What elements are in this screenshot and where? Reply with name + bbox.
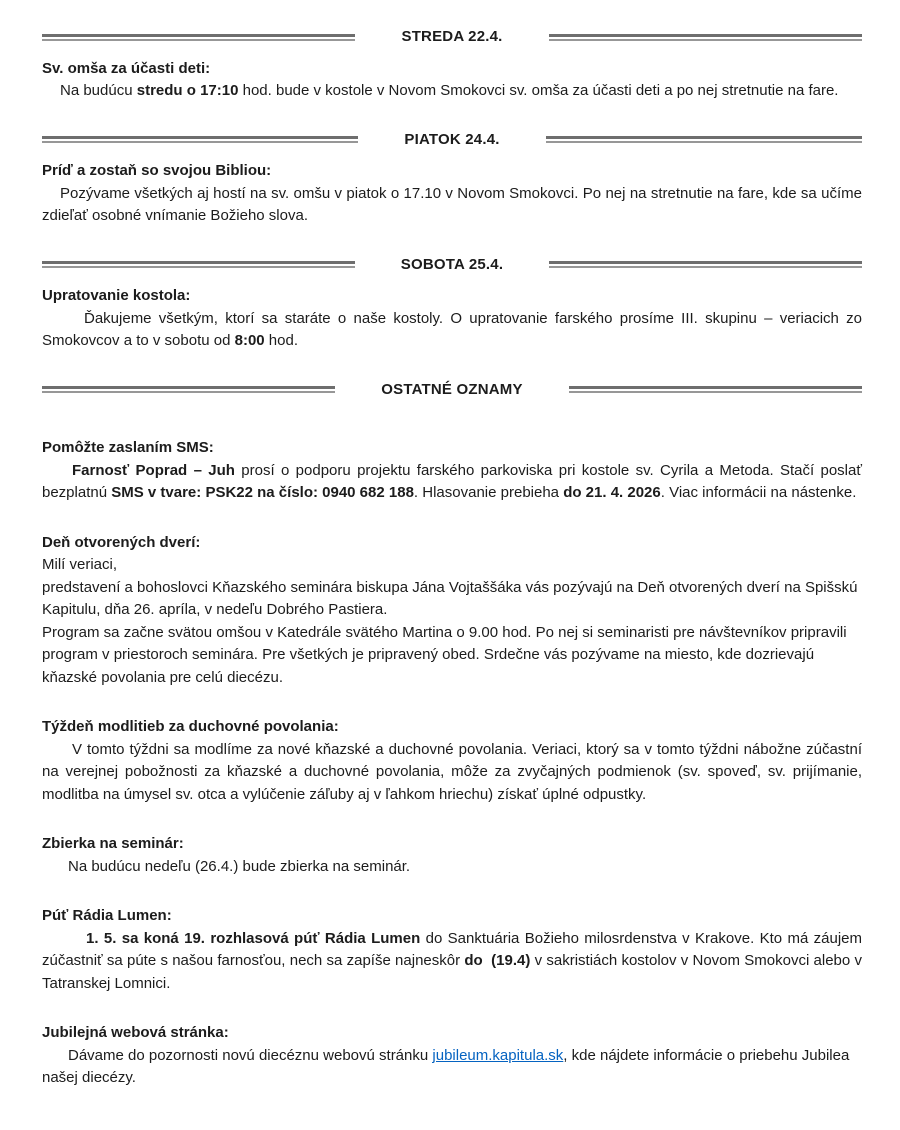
paragraph: [42, 622, 862, 690]
header-rule-right: [569, 386, 862, 393]
text-run: Milí veriaci,: [42, 556, 118, 573]
section: [42, 379, 862, 1090]
block-title: Pomôžte zaslaním SMS:: [42, 439, 214, 456]
paragraph: [42, 928, 862, 996]
paragraph: [42, 554, 862, 577]
block-title: Sv. omša za účasti deti:: [42, 59, 211, 77]
header-rule-left: [42, 34, 355, 41]
header-rule-right: [549, 34, 862, 41]
text-run: prosí o podporu projektu farského parkoviska pri kostole sv. Cyrila a Metoda. Stačí poslať bezplatnú: [42, 461, 862, 501]
paragraph: [42, 1045, 862, 1090]
block-title: Príď a zostaň so svojou Bibliou:: [42, 162, 272, 179]
text-run: SMS v tvare: PSK22 na číslo: 0940 682 188: [111, 484, 414, 501]
announcement-block: [42, 58, 862, 103]
section-header: [42, 379, 862, 402]
text-run: stredu o 17:10: [136, 82, 239, 99]
paragraph: [42, 739, 862, 807]
header-rule-left: [42, 136, 358, 143]
block-title: Týždeň modlitieb za duchovné povolania:: [42, 718, 339, 735]
announcement-block: [42, 532, 862, 690]
text-run: predstavení a bohoslovci Kňazského seminára biskupa Jána Vojtaššáka vás pozývajú na Deň otvorených dverí na Spišskú Kapitulu, dňa 26. apríla, v nedeľu Dobrého Pastiera.: [42, 578, 858, 618]
announcement-block: [42, 716, 862, 806]
text-run: do 21. 4. 2026: [563, 484, 661, 501]
text-run: hod. bude v kostole v Novom Smokovci sv. omša za účasti deti a po nej stretnutie na fare.: [238, 82, 839, 99]
text-run: v sakristiách kostolov v Novom Smokovci alebo v Tatranskej Lomnici.: [42, 952, 862, 992]
announcement-block: [42, 160, 862, 228]
text-run: Na budúcu: [60, 82, 137, 99]
text-run: do Sanktuária Božieho milosrdenstva v Krakove. Kto má záujem zúčastniť sa púte s našou farnosťou, nech sa zapíše najneskôr: [42, 929, 862, 969]
section-header: [42, 129, 862, 152]
block-title: Púť Rádia Lumen:: [42, 907, 172, 924]
header-rule-left: [42, 261, 355, 268]
text-run: Farnosť Poprad – Juh: [72, 461, 235, 479]
section-header-title: STREDA 22.4.: [401, 28, 503, 45]
text-run: Na budúcu nedeľu (26.4.) bude zbierka na seminár.: [68, 857, 411, 875]
header-rule-right: [546, 136, 862, 143]
text-run: Dávame do pozornosti novú diecéznu webovú stránku: [68, 1046, 433, 1064]
announcement-block: [42, 1022, 862, 1090]
block-title: Upratovanie kostola:: [42, 287, 191, 304]
section-header: [42, 254, 862, 277]
announcement-block: [42, 437, 862, 505]
text-run: do (19.4): [464, 952, 531, 969]
text-run: 8:00: [234, 332, 265, 349]
text-run: Pozývame všetkých aj hostí na sv. omšu v piatok o 17.10 v Novom Smokovci. Po nej na stretnutie na fare, kde sa učíme zdieľať osobné vnímanie Božieho slova.: [42, 184, 862, 224]
jubileum-link[interactable]: jubileum.kapitula.sk: [432, 1046, 564, 1064]
text-run: Ďakujeme všetkým, ktorí sa staráte o naše kostoly. O upratovanie farského prosíme III. skupinu – veriacich zo Smokovcov a to v sobotu od: [42, 309, 862, 349]
paragraph: [42, 308, 862, 353]
paragraph: [42, 856, 862, 879]
text-run: . Viac informácii na nástenke.: [660, 484, 857, 501]
text-run: Program sa začne svätou omšou v Katedrále svätého Martina o 9.00 hod. Po nej si seminaristi pre návštevníkov pripravili program v priestoroch seminára. Pre všetkých je pripravený obed. Srdečne vás pozývame na miesto, kde dozrievajú kňazské povolania pre celú diecézu.: [42, 623, 847, 686]
block-title: Zbierka na seminár:: [42, 835, 184, 852]
section-header: [42, 26, 862, 49]
header-rule-left: [42, 386, 335, 393]
paragraph: [42, 183, 862, 228]
text-run: hod.: [264, 332, 299, 349]
section: [42, 129, 862, 228]
section-header-title: PIATOK 24.4.: [404, 130, 500, 148]
paragraph: [42, 80, 862, 103]
section-header-title: OSTATNÉ OZNAMY: [381, 380, 523, 398]
text-run: , kde nájdete informácie o priebehu Jubilea našej diecézy.: [42, 1046, 850, 1086]
announcement-block: [42, 905, 862, 995]
section: [42, 254, 862, 353]
header-rule-right: [549, 261, 862, 268]
block-title: Jubilejná webová stránka:: [42, 1024, 229, 1041]
announcement-block: [42, 833, 862, 878]
text-run: 1. 5. sa koná 19. rozhlasová púť Rádia Lumen: [86, 929, 421, 947]
text-run: . Hlasovanie prebieha: [413, 484, 564, 501]
block-title: Deň otvorených dverí:: [42, 533, 201, 551]
paragraph: [42, 577, 862, 622]
text-run: V tomto týždni sa modlíme za nové kňazské a duchovné povolania. Veriaci, ktorý sa v tomto týždni nábožne zúčastní na verejnej pobožnosti za kňazské a duchovné povolania, môže za zvyčajných podmienok (sv. spoveď, sv. prijímanie, modlitba na úmysel sv. otca a vylúčenie záľuby aj v ľahkom hriechu) získať úplné odpustky.: [42, 740, 862, 803]
section: [42, 26, 862, 103]
paragraph: [42, 460, 862, 505]
section-header-title: SOBOTA 25.4.: [400, 255, 504, 273]
announcement-block: [42, 285, 862, 353]
